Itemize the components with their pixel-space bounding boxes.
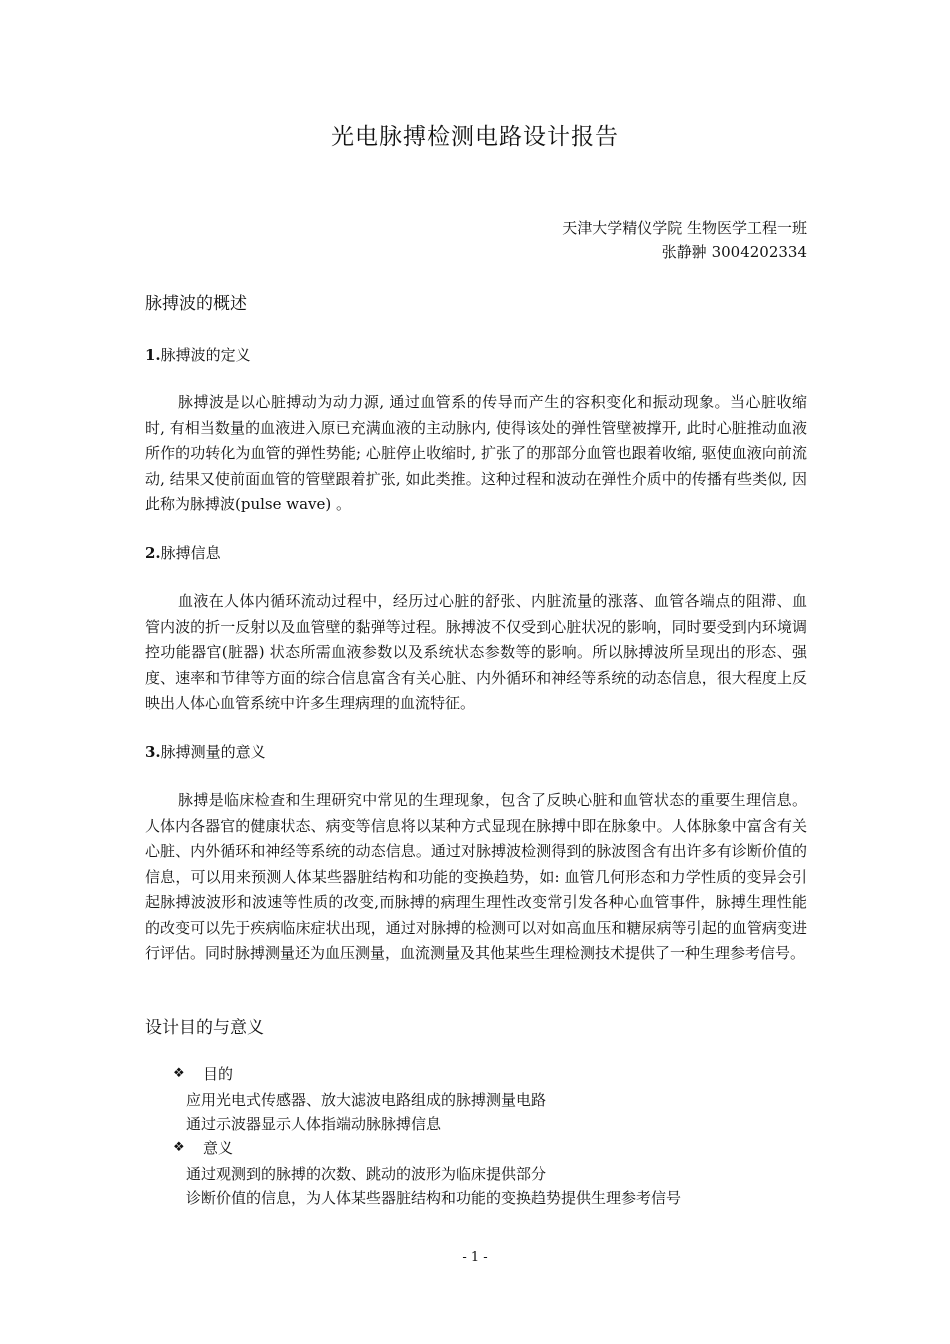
bullet-purpose (173, 1063, 233, 1084)
paragraph-pulse-info: 血液在人体内循环流动过程中，经历过心脏的舒张、内脏流量的涨落、血管各端点的阻滞、血管内波的折一反射以及血管壁的黏弹等过程。脉搏波不仅受到心脏状况的影响，同时要受到内环境调控功能器官(脏器) 状态所需血液参数以及系统状态参数等的影响。所以脉搏波所呈现出的形态、强度、速率和节律等方面的综合信息富含有关心脏、内外循环和神经等系统的动态信息，很大程度上反映出人体心血管系统中许多生理病理的血流特征。 (145, 592, 807, 712)
subsection-number: 3. (145, 743, 161, 761)
bullet-label: 意义 (203, 1139, 234, 1157)
subsection-heading-measurement-significance (145, 741, 266, 762)
bullet-meaning (173, 1137, 233, 1158)
section-heading-design-purpose: 设计目的与意义 (145, 1018, 264, 1038)
purpose-item: 应用光电式传感器、放大滤波电路组成的脉搏测量电路 (186, 1091, 547, 1109)
meaning-item: 诊断价值的信息，为人体某些器脏结构和功能的变换趋势提供生理参考信号 (186, 1189, 682, 1207)
section-heading-pulse-overview: 脉搏波的概述 (145, 294, 247, 314)
subsection-title: 脉搏信息 (160, 544, 221, 562)
bullet-label: 目的 (203, 1065, 234, 1083)
subsection-heading-definition (145, 344, 251, 365)
author-name-id: 张静翀 3004202334 (661, 243, 807, 261)
subsection-number: 2. (145, 544, 161, 562)
subsection-title: 脉搏波的定义 (160, 346, 251, 364)
document-title: 光电脉搏检测电路设计报告 (331, 124, 619, 150)
meaning-item: 通过观测到的脉搏的次数、跳动的波形为临床提供部分 (186, 1165, 547, 1183)
paragraph-definition: 脉搏波是以心脏搏动为动力源, 通过血管系的传导而产生的容积变化和振动现象。当心脏收缩时, 有相当数量的血液进入原已充满血液的主动脉内, 使得该处的弹性管壁被撑开, 此时心脏推动血液所作的功转化为血管的弹性势能; 心脏停止收缩时, 扩张了的那部分血管也跟着收缩, 驱使血液向前流动, 结果又使前面血管的管壁跟着扩张, 如此类推。这种过程和波动在弹性介质中的传播有些类似, 因此称为脉搏波(pulse wave) 。 (145, 393, 807, 513)
subsection-title: 脉搏测量的意义 (160, 743, 266, 761)
paragraph-measurement-significance: 脉搏是临床检查和生理研究中常见的生理现象，包含了反映心脏和血管状态的重要生理信息。人体内各器官的健康状态、病变等信息将以某种方式显现在脉搏中即在脉象中。人体脉象中富含有关心脏、内外循环和神经等系统的动态信息。通过对脉搏波检测得到的脉波图含有出许多有诊断价值的信息，可以用来预测人体某些器脏结构和功能的变换趋势，如: 血管几何形态和力学性质的变异会引起脉搏波波形和波速等性质的改变,而脉搏的病理生理性改变常引发各种心血管事件，脉搏生理性能的改变可以先于疾病临床症状出现，通过对脉搏的检测可以对如高血压和糖尿病等引起的血管病变进行评估。同时脉搏测量还为血压测量，血流测量及其他某些生理检测技术提供了一种生理参考信号。 (145, 791, 807, 962)
diamond-bullet-icon: ❖ (173, 1066, 185, 1081)
subsection-number: 1. (145, 346, 161, 364)
purpose-item: 通过示波器显示人体指端动脉脉搏信息 (186, 1115, 442, 1133)
subsection-heading-pulse-info (145, 542, 221, 563)
author-affiliation: 天津大学精仪学院 生物医学工程一班 (562, 219, 807, 237)
page-number: - 1 - (462, 1250, 488, 1265)
diamond-bullet-icon: ❖ (173, 1140, 185, 1155)
